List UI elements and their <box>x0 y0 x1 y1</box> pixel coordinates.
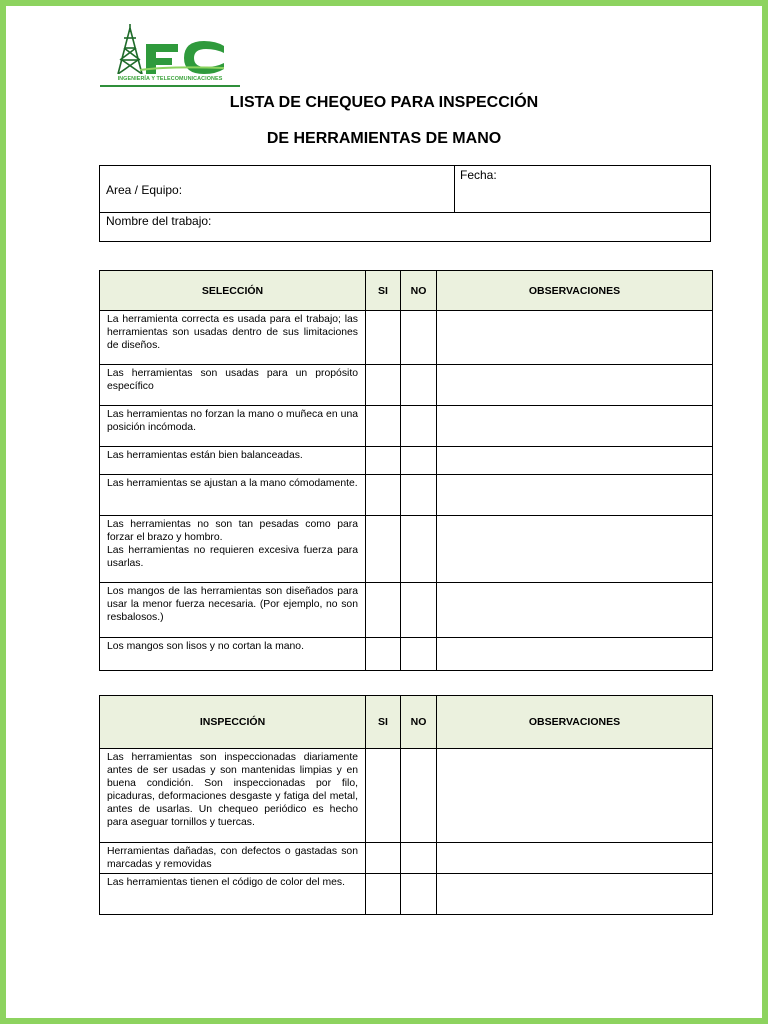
si-checkbox-cell[interactable] <box>366 475 401 516</box>
row-description: La herramienta correcta es usada para el trabajo; las herramientas son usadas dentro de sus limitaciones de diseños. <box>100 311 366 365</box>
si-checkbox-cell[interactable] <box>366 843 401 874</box>
header-observaciones: OBSERVACIONES <box>437 271 713 311</box>
logo-caption: INGENIERÍA Y TELECOMUNICACIONES <box>101 74 239 85</box>
no-checkbox-cell[interactable] <box>401 475 437 516</box>
row-description: Las herramientas están bien balanceadas. <box>100 447 366 475</box>
observaciones-cell[interactable] <box>437 583 713 638</box>
row-description: Las herramientas no son tan pesadas como para forzar el brazo y hombro. Las herramientas no requieren excesiva fuerza para usarlas. <box>100 516 366 583</box>
si-checkbox-cell[interactable] <box>366 406 401 447</box>
no-checkbox-cell[interactable] <box>401 516 437 583</box>
observaciones-cell[interactable] <box>437 749 713 843</box>
table-row <box>100 516 713 583</box>
header-observaciones: OBSERVACIONES <box>437 696 713 749</box>
observaciones-cell[interactable] <box>437 874 713 915</box>
table-row <box>100 311 713 365</box>
observaciones-cell[interactable] <box>437 406 713 447</box>
logo-underline <box>100 85 240 87</box>
nombre-trabajo-label: Nombre del trabajo: <box>106 214 212 228</box>
document-title-line-2: DE HERRAMIENTAS DE MANO <box>266 130 502 147</box>
row-description: Los mangos son lisos y no cortan la mano. <box>100 638 366 671</box>
info-box <box>99 165 711 242</box>
row-description: Las herramientas son usadas para un propósito específico <box>100 365 366 406</box>
observaciones-cell[interactable] <box>437 843 713 874</box>
table-row <box>100 843 713 874</box>
row-description: Las herramientas no forzan la mano o muñeca en una posición incómoda. <box>100 406 366 447</box>
si-checkbox-cell[interactable] <box>366 638 401 671</box>
observaciones-cell[interactable] <box>437 365 713 406</box>
table-row <box>100 406 713 447</box>
seleccion-table <box>99 270 713 671</box>
no-checkbox-cell[interactable] <box>401 583 437 638</box>
observaciones-cell[interactable] <box>437 447 713 475</box>
si-checkbox-cell[interactable] <box>366 365 401 406</box>
observaciones-cell[interactable] <box>437 638 713 671</box>
inspeccion-table <box>99 695 713 915</box>
header-si: SI <box>366 696 401 749</box>
row-description: Herramientas dañadas, con defectos o gastadas son marcadas y removidas <box>100 843 366 874</box>
table-row <box>100 874 713 915</box>
table-header-row <box>100 271 713 311</box>
fecha-label: Fecha: <box>460 168 497 182</box>
observaciones-cell[interactable] <box>437 311 713 365</box>
header-no: NO <box>401 271 437 311</box>
row-description: Las herramientas tienen el código de color del mes. <box>100 874 366 915</box>
table-row <box>100 365 713 406</box>
area-equipo-label: Area / Equipo: <box>106 183 183 197</box>
tower-icon <box>118 24 142 74</box>
no-checkbox-cell[interactable] <box>401 365 437 406</box>
no-checkbox-cell[interactable] <box>401 638 437 671</box>
no-checkbox-cell[interactable] <box>401 406 437 447</box>
logo-letter-c <box>184 41 224 74</box>
no-checkbox-cell[interactable] <box>401 843 437 874</box>
no-checkbox-cell[interactable] <box>401 874 437 915</box>
table-row <box>100 749 713 843</box>
si-checkbox-cell[interactable] <box>366 447 401 475</box>
header-no: NO <box>401 696 437 749</box>
no-checkbox-cell[interactable] <box>401 447 437 475</box>
row-description: Las herramientas son inspeccionadas diariamente antes de ser usadas y son mantenidas limpias y en buena condición. Son inspeccionadas por filo, picaduras, deformaciones desgaste y fatiga del metal, antes de usarlas. Un chequeo periódico es hecho para aseguar tornillos y tuercas. <box>100 749 366 843</box>
observaciones-cell[interactable] <box>437 475 713 516</box>
si-checkbox-cell[interactable] <box>366 874 401 915</box>
table-row <box>100 583 713 638</box>
header-si: SI <box>366 271 401 311</box>
table-header-row <box>100 696 713 749</box>
table-row <box>100 638 713 671</box>
no-checkbox-cell[interactable] <box>401 311 437 365</box>
row-description: Las herramientas se ajustan a la mano cómodamente. <box>100 475 366 516</box>
si-checkbox-cell[interactable] <box>366 311 401 365</box>
table-row <box>100 475 713 516</box>
row-description: Los mangos de las herramientas son diseñados para usar la menor fuerza necesaria. (Por ejemplo, no son resbalosos.) <box>100 583 366 638</box>
si-checkbox-cell[interactable] <box>366 583 401 638</box>
si-checkbox-cell[interactable] <box>366 516 401 583</box>
no-checkbox-cell[interactable] <box>401 749 437 843</box>
header-seleccion: SELECCIÓN <box>100 271 366 311</box>
observaciones-cell[interactable] <box>437 516 713 583</box>
header-inspeccion: INSPECCIÓN <box>100 696 366 749</box>
si-checkbox-cell[interactable] <box>366 749 401 843</box>
document-title-line-1: LISTA DE CHEQUEO PARA INSPECCIÓN <box>229 94 539 111</box>
table-row <box>100 447 713 475</box>
